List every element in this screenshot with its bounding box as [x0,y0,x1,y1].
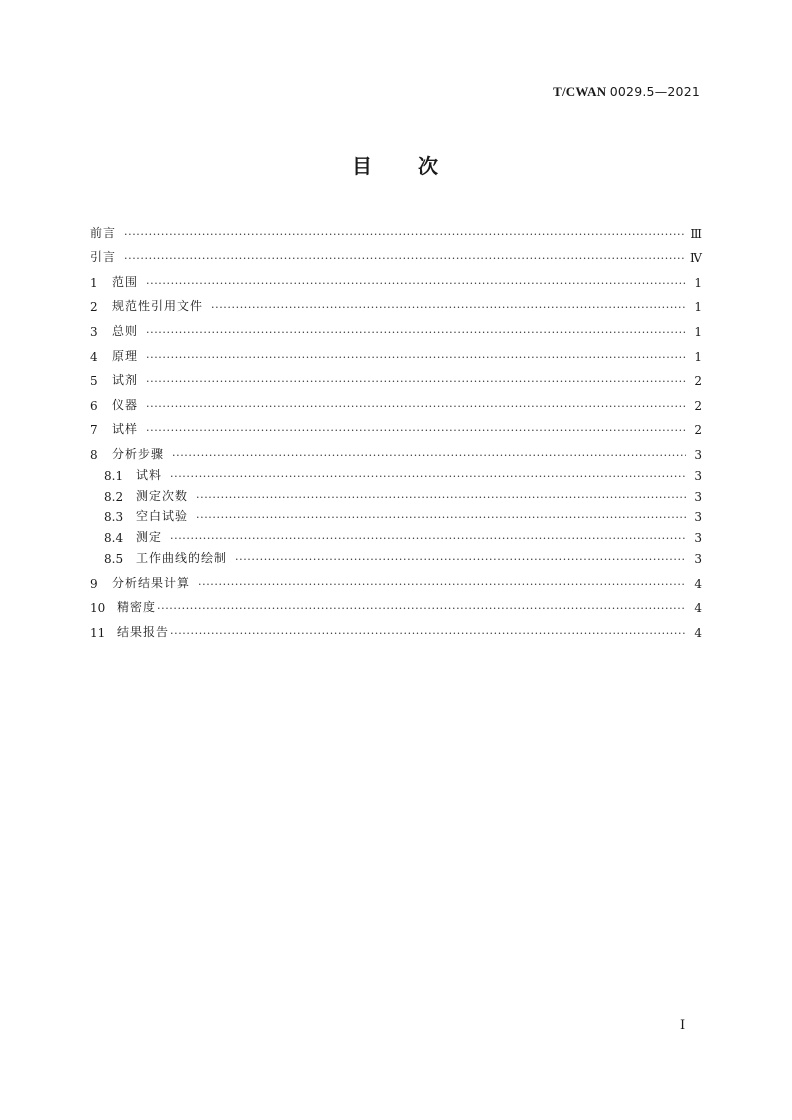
toc-entry-label: 精密度 [117,600,157,615]
toc-entry-page: 4 [694,625,702,640]
toc-entry-8-3[interactable] [90,504,702,525]
toc-entry-label: 原理 [112,348,139,363]
toc-entry-page: 3 [694,531,702,546]
toc-entry-number: 3 [90,324,98,339]
toc-entry-5[interactable] [90,364,702,389]
toc-entry-page: 1 [694,324,702,339]
toc-entry-label: 工作曲线的绘制 [136,550,228,565]
toc-entry-3[interactable] [90,314,702,339]
toc-dot-leader [146,277,686,290]
toc-dot-leader [124,252,684,265]
toc-dot-leader [170,470,686,483]
standard-code [553,84,700,100]
toc-dot-leader [211,301,686,314]
toc-entry-10[interactable] [90,591,702,616]
toc-entry-label: 试料 [136,467,163,482]
toc-entry-page: 1 [694,349,702,364]
page-number: I [680,1018,686,1033]
toc-entry-page: Ⅳ [690,251,702,266]
toc-dot-leader [146,326,686,339]
page-title [0,150,792,179]
toc-dot-leader [172,449,686,462]
toc-entry-foreword[interactable] [90,216,702,241]
toc-entry-label: 测定次数 [136,488,189,503]
toc-entry-label: 空白试验 [136,509,189,524]
toc-entry-label: 总则 [112,323,139,338]
standard-code-number: 0029.5—2021 [609,84,700,99]
table-of-contents [90,216,702,640]
toc-entry-number: 11 [90,625,106,640]
toc-entry-11[interactable] [90,615,702,640]
toc-entry-9[interactable] [90,566,702,591]
toc-dot-leader [196,491,686,504]
toc-entry-label: 仪器 [112,397,139,412]
toc-entry-page: 3 [694,489,702,504]
page-title-char-1: 目 [352,154,374,178]
toc-entry-label: 结果报告 [117,624,170,639]
toc-entry-page: 3 [694,551,702,566]
toc-entry-number: 8.4 [104,531,124,546]
toc-dot-leader [196,511,686,524]
toc-entry-number: 8.1 [104,468,124,483]
toc-entry-number: 4 [90,349,98,364]
toc-entry-7[interactable] [90,413,702,438]
toc-entry-label: 分析步骤 [112,446,165,461]
toc-entry-2[interactable] [90,290,702,315]
toc-dot-leader [198,578,686,591]
toc-entry-1[interactable] [90,265,702,290]
toc-entry-page: 4 [694,601,702,616]
toc-entry-page: 2 [694,398,702,413]
toc-entry-label: 测定 [136,530,163,545]
toc-entry-6[interactable] [90,388,702,413]
toc-entry-page: 2 [694,423,702,438]
toc-dot-leader [146,375,686,388]
toc-entry-label: 前言 [90,225,117,240]
toc-entry-page: Ⅲ [690,226,702,241]
toc-entry-number: 8.2 [104,489,124,504]
toc-entry-page: 3 [694,510,702,525]
toc-entry-label: 分析结果计算 [112,575,191,590]
toc-entry-number: 6 [90,398,98,413]
toc-entry-page: 2 [694,374,702,389]
toc-entry-page: 3 [694,468,702,483]
standard-code-prefix: T/CWAN [553,84,607,99]
toc-dot-leader [170,627,686,640]
toc-entry-8-2[interactable] [90,483,702,504]
toc-entry-label: 范围 [112,274,139,289]
toc-entry-8-4[interactable] [90,524,702,545]
toc-entry-page: 1 [694,300,702,315]
toc-entry-number: 10 [90,601,106,616]
toc-entry-number: 2 [90,300,98,315]
toc-dot-leader [235,553,686,566]
toc-entry-number: 8 [90,447,98,462]
toc-entry-8[interactable] [90,437,702,462]
page-title-char-2: 次 [418,154,440,178]
toc-entry-8-5[interactable] [90,545,702,566]
toc-dot-leader [146,424,686,437]
toc-entry-8-1[interactable] [90,462,702,483]
toc-dot-leader [146,351,686,364]
toc-entry-page: 3 [694,447,702,462]
toc-entry-page: 1 [694,275,702,290]
toc-entry-label: 试样 [112,422,139,437]
toc-entry-number: 9 [90,576,98,591]
toc-entry-number: 8.5 [104,551,124,566]
toc-entry-label: 规范性引用文件 [112,299,204,314]
toc-dot-leader [170,532,686,545]
toc-entry-introduction[interactable] [90,241,702,266]
toc-dot-leader [124,228,684,241]
toc-entry-label: 引言 [90,250,117,265]
toc-entry-4[interactable] [90,339,702,364]
toc-dot-leader [146,400,686,413]
toc-entry-number: 1 [90,275,98,290]
toc-entry-label: 试剂 [112,373,139,388]
toc-entry-page: 4 [694,576,702,591]
toc-entry-number: 7 [90,423,98,438]
toc-entry-number: 8.3 [104,510,124,525]
toc-entry-number: 5 [90,374,98,389]
toc-dot-leader [157,602,686,615]
